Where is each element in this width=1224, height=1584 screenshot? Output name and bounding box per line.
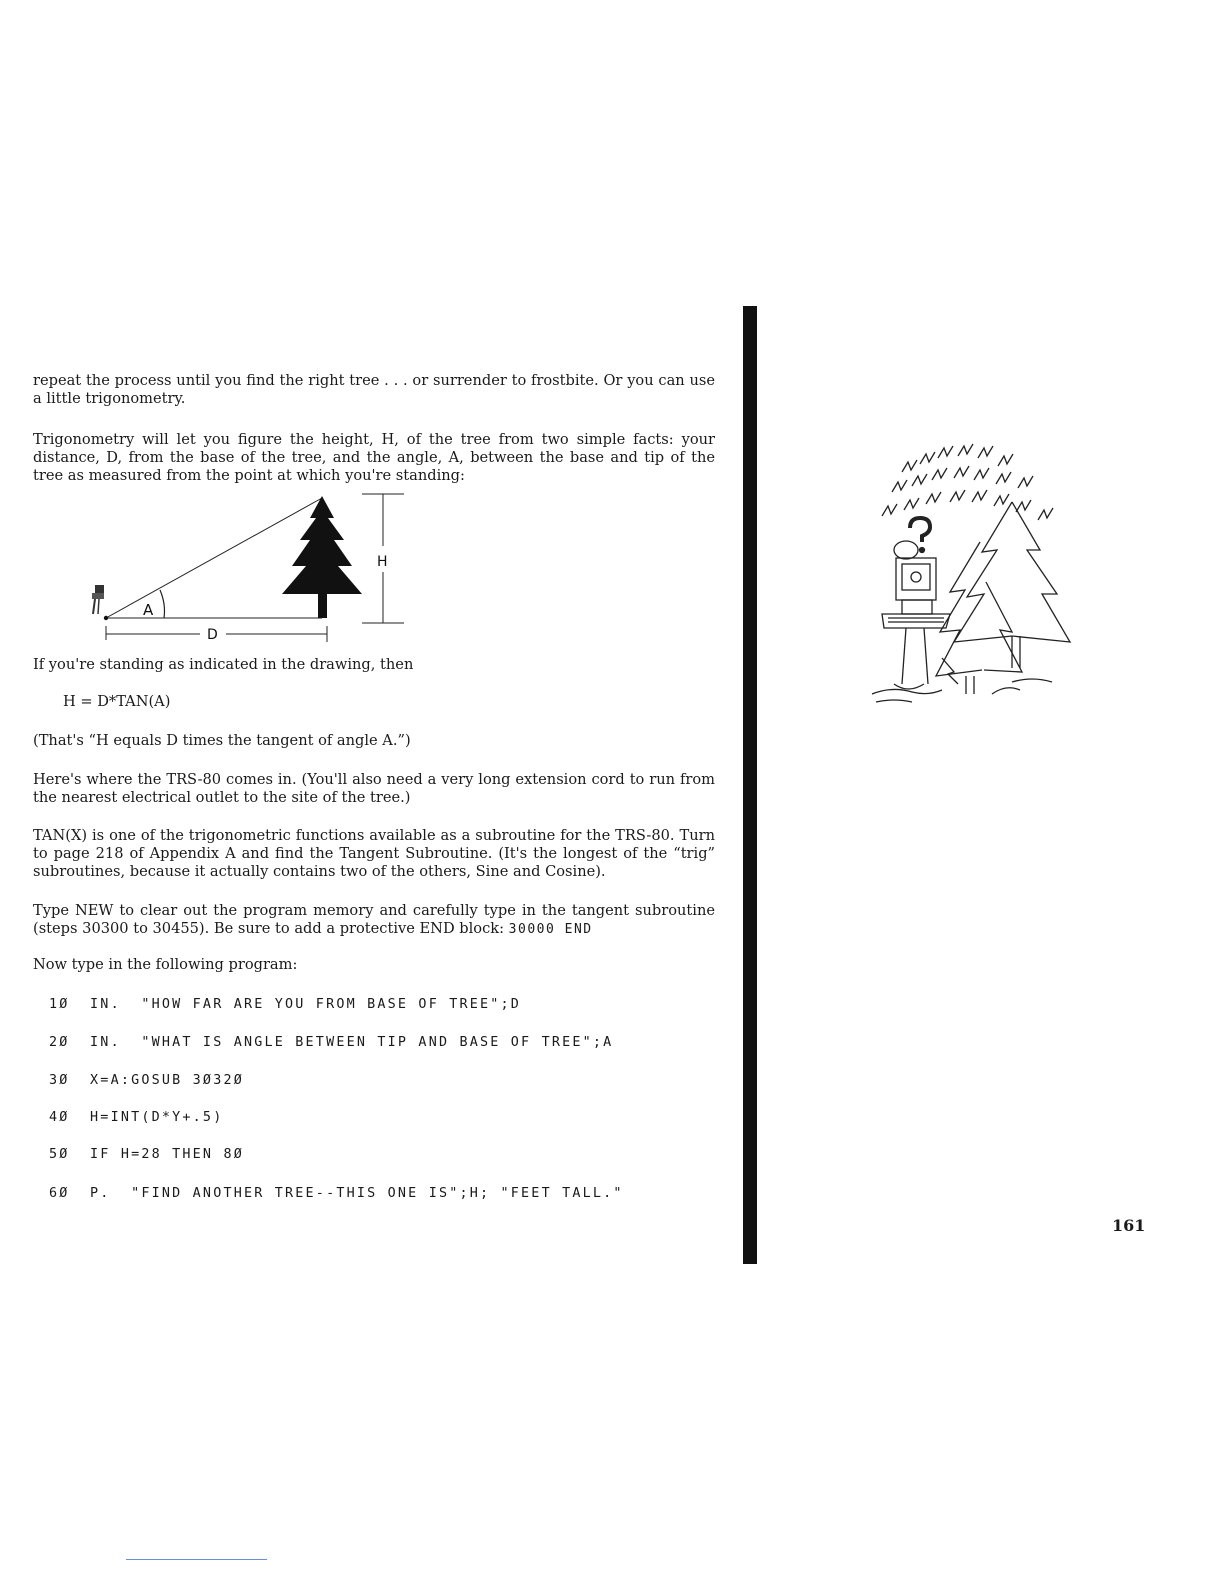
page-margin-bar — [743, 306, 757, 1264]
end-block-code: 30000 END — [508, 922, 593, 937]
paragraph-standing: If you're standing as indicated in the drawing, then — [33, 656, 414, 673]
formula: H = D*TAN(A) — [63, 693, 171, 710]
paragraph-tan: TAN(X) is one of the trigonometric functions available as a subroutine for the TRS-80. Turn to page 218 of Appendix A and find the Tangent Subroutine. (It's the longest of the “trig” subroutines, because it actually contains two of the others, Sine and Cosine). — [33, 827, 715, 880]
footer-link-line — [126, 1559, 267, 1560]
observer-icon — [92, 585, 108, 620]
code-line: 6Ø P. "FIND ANOTHER TREE--THIS ONE IS";H; "FEET TALL." — [49, 1186, 624, 1201]
paragraph-trig: Trigonometry will let you figure the height, H, of the tree from two simple facts: your distance, D, from the base of the tree, and the angle, A, between the base and tip of the tree as measured from the point at which you're standing: — [33, 431, 715, 484]
snow-icon — [882, 444, 1053, 520]
code-line: 4Ø H=INT(D*Y+.5) — [49, 1110, 224, 1125]
code-line: 5Ø IF H=28 THEN 8Ø — [49, 1147, 244, 1162]
paragraph-trs80: Here's where the TRS-80 comes in. (You'll also need a very long extension cord to run from the nearest electrical outlet to the site of the tree.) — [33, 771, 715, 806]
paragraph-program: Now type in the following program: — [33, 956, 298, 973]
tree-triangle-diagram — [78, 482, 418, 650]
paragraph-new — [33, 902, 715, 939]
tree-icon — [282, 496, 362, 618]
paragraph-new-text: Type NEW to clear out the program memory and carefully type in the tangent subroutine (steps 30300 to 30455). Be sure to add a protective END block: — [33, 902, 715, 937]
code-line: 2Ø IN. "WHAT IS ANGLE BETWEEN TIP AND BASE OF TREE";A — [49, 1035, 614, 1050]
distance-label: D — [207, 627, 218, 643]
computer-character-icon — [872, 541, 958, 702]
question-mark-icon — [910, 518, 930, 553]
code-line: 3Ø X=A:GOSUB 3Ø32Ø — [49, 1073, 244, 1088]
paragraph-intro: repeat the process until you find the right tree . . . or surrender to frostbite. Or you can use a little trigonometry. — [33, 372, 715, 407]
code-line: 1Ø IN. "HOW FAR ARE YOU FROM BASE OF TREE";D — [49, 997, 522, 1012]
pine-trees-icon — [936, 502, 1070, 694]
height-label: H — [377, 554, 388, 570]
snowy-trees-computer-illustration — [862, 432, 1082, 722]
angle-label: A — [143, 601, 154, 619]
page-number: 161 — [1112, 1216, 1146, 1235]
paragraph-explanation: (That's “H equals D times the tangent of angle A.”) — [33, 732, 411, 749]
